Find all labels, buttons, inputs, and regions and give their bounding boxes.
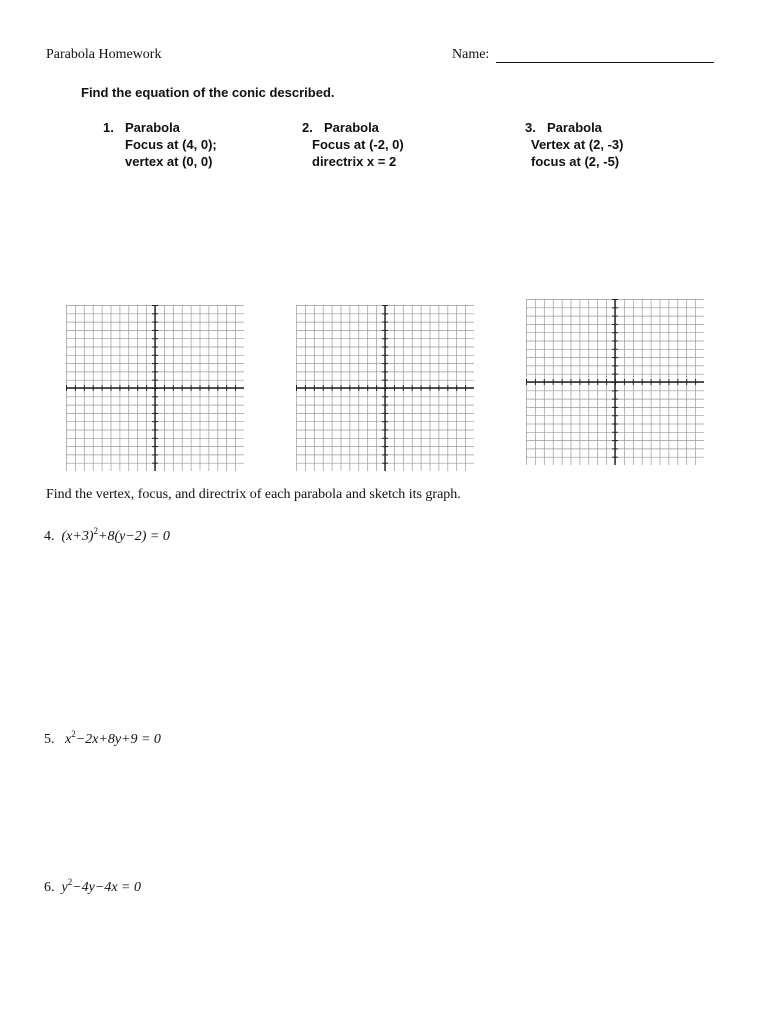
coordinate-grid-3 xyxy=(526,299,704,465)
equation-rest: −4y−4x = 0 xyxy=(72,880,141,895)
problem-given-2: directrix x = 2 xyxy=(312,154,397,169)
problem-given-1: Focus at (-2, 0) xyxy=(312,137,404,152)
equation-exponent: 2 xyxy=(71,729,76,739)
equation-rest: +8(y−2) = 0 xyxy=(98,529,170,544)
coordinate-grid-2 xyxy=(296,305,474,471)
name-field[interactable] xyxy=(496,62,714,63)
problem-number: 6. xyxy=(44,880,55,895)
problem-1 xyxy=(103,119,217,170)
problem-given-1: Focus at (4, 0); xyxy=(125,137,217,152)
problem-5-equation xyxy=(44,729,161,748)
problem-number: 1. xyxy=(103,120,114,135)
equation-exponent: 2 xyxy=(93,526,98,536)
document-title: Parabola Homework xyxy=(46,47,162,62)
problem-number: 2. xyxy=(302,120,313,135)
equation-exponent: 2 xyxy=(67,877,73,887)
problem-type: Parabola xyxy=(547,120,602,135)
equation-base: x xyxy=(65,732,72,747)
problem-6-equation xyxy=(44,877,141,896)
equation-base: y xyxy=(61,880,68,895)
problem-number: 5. xyxy=(44,732,55,747)
problem-number: 3. xyxy=(525,120,536,135)
problem-4-equation xyxy=(44,526,170,545)
problem-type: Parabola xyxy=(324,120,379,135)
name-label: Name: xyxy=(452,47,490,62)
instructions-part-1: Find the equation of the conic described. xyxy=(81,85,335,100)
instructions-part-2: Find the vertex, focus, and directrix of each parabola and sketch its graph. xyxy=(46,487,461,502)
problem-number: 4. xyxy=(44,529,55,544)
problem-2 xyxy=(302,119,404,170)
problem-given-2: vertex at (0, 0) xyxy=(125,154,213,169)
problem-given-1: Vertex at (2, -3) xyxy=(531,137,624,152)
problem-type: Parabola xyxy=(125,120,180,135)
problem-3 xyxy=(525,119,624,170)
equation-lhs: (x+3) xyxy=(61,529,94,544)
equation-rest: −2x+8y+9 = 0 xyxy=(75,732,161,747)
problem-given-2: focus at (2, -5) xyxy=(531,154,620,169)
coordinate-grid-1 xyxy=(66,305,244,471)
